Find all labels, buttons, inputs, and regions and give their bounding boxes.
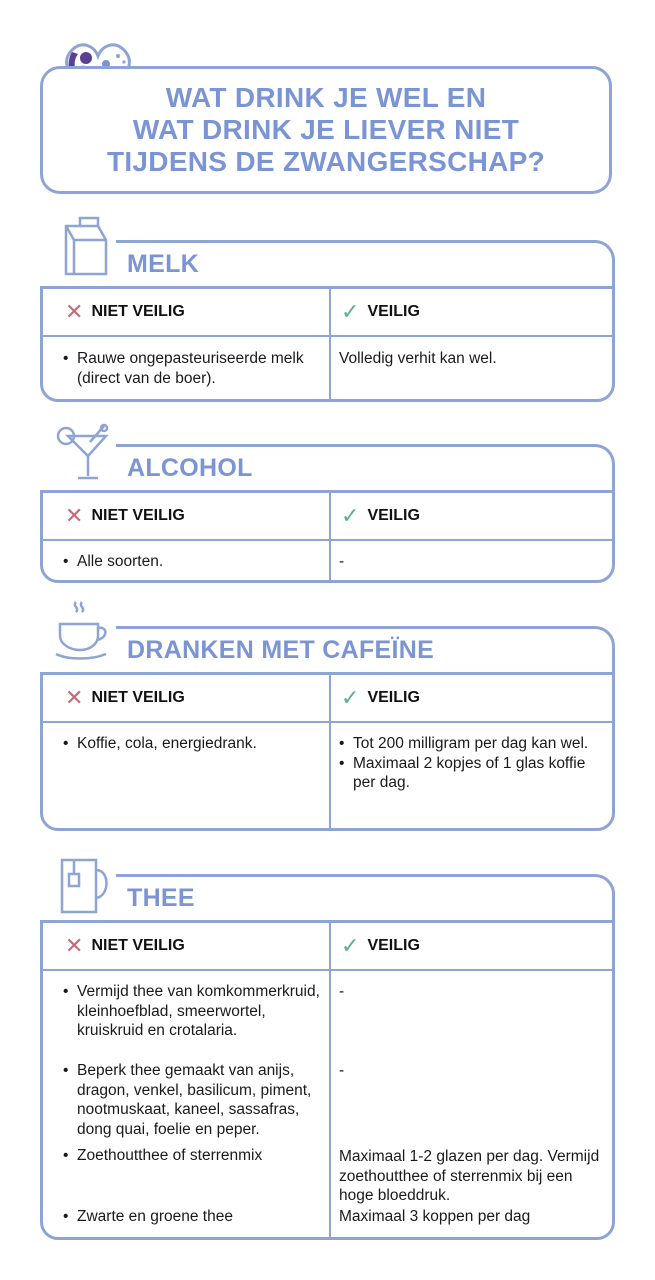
section-alcohol <box>40 444 615 584</box>
divider <box>329 675 331 828</box>
table <box>40 490 615 583</box>
divider <box>43 969 612 971</box>
divider <box>329 923 331 1237</box>
cell-veilig: Maximaal 3 koppen per dag <box>339 1208 531 1225</box>
header-niet-veilig <box>65 493 185 539</box>
cross-icon: ✕ <box>65 503 84 528</box>
list-item <box>63 1207 325 1227</box>
check-icon: ✓ <box>341 299 360 324</box>
header-niet-veilig <box>65 923 185 969</box>
cell-veilig <box>339 734 589 793</box>
section-title: MELK <box>127 250 200 278</box>
coffee-cup-icon <box>54 600 110 660</box>
title-line-3: TIJDENS DE ZWANGERSCHAP? <box>106 146 546 177</box>
list-item-text: • Zoethoutthee of sterrenmix <box>63 1146 325 1166</box>
section-thee <box>40 874 615 1240</box>
header-veilig <box>341 923 420 969</box>
cell-veilig: - <box>339 553 345 570</box>
list-item-text: • Vermijd thee van komkommerkruid, kleinhoefblad, smeerwortel, kruiskruid en crotalaria. <box>63 982 325 1041</box>
list-item <box>63 1146 325 1166</box>
list-item <box>63 982 325 1041</box>
cell-niet-veilig <box>63 349 313 388</box>
cell-veilig: - <box>339 1062 345 1079</box>
list-item: • Maximaal 2 kopjes of 1 glas koffie per dag. <box>339 754 589 793</box>
header-label: VEILIG <box>367 689 420 706</box>
section-cafeine <box>40 626 615 831</box>
divider <box>329 493 331 580</box>
check-icon: ✓ <box>341 685 360 710</box>
cell-niet-veilig <box>63 734 313 754</box>
section-melk <box>40 240 615 402</box>
header-label: NIET VEILIG <box>91 937 185 954</box>
title-line-1: WAT DRINK JE WEL EN <box>165 82 487 113</box>
cross-icon: ✕ <box>65 685 84 710</box>
header-label: NIET VEILIG <box>91 507 185 524</box>
divider <box>43 721 612 723</box>
header-label: VEILIG <box>367 507 420 524</box>
divider <box>43 335 612 337</box>
divider <box>43 539 612 541</box>
list-item-text: • Zwarte en groene thee <box>63 1207 325 1227</box>
divider <box>329 289 331 399</box>
list-item: • Koffie, cola, energiedrank. <box>63 734 313 754</box>
cell-veilig: - <box>339 983 345 1000</box>
header-label: NIET VEILIG <box>91 303 185 320</box>
check-icon: ✓ <box>341 503 360 528</box>
cell-niet-veilig <box>63 552 313 572</box>
milk-carton-icon <box>54 216 110 276</box>
list-item: • Tot 200 milligram per dag kan wel. <box>339 734 589 754</box>
table <box>40 286 615 402</box>
section-title: THEE <box>127 884 195 912</box>
header-veilig <box>341 675 420 721</box>
list-item-text: • Beperk thee gemaakt van anijs, dragon, venkel, basilicum, piment, nootmuskaat, kaneel, sassafras, dong quai, foelie en peper. <box>63 1061 325 1139</box>
header-label: NIET VEILIG <box>91 689 185 706</box>
cross-icon: ✕ <box>65 299 84 324</box>
header-niet-veilig <box>65 675 185 721</box>
table <box>40 920 615 1240</box>
section-title: ALCOHOL <box>127 454 253 482</box>
check-icon: ✓ <box>341 933 360 958</box>
section-title: DRANKEN MET CAFEÏNE <box>127 636 435 664</box>
cross-icon: ✕ <box>65 933 84 958</box>
list-item: • Alle soorten. <box>63 552 313 572</box>
tea-mug-icon <box>54 856 110 916</box>
cocktail-glass-icon <box>54 422 110 482</box>
header-label: VEILIG <box>367 937 420 954</box>
list-item: • Rauwe ongepasteuriseerde melk (direct van de boer). <box>63 349 313 388</box>
cell-veilig: Maximaal 1-2 glazen per dag. Vermijd zoethoutthee of sterrenmix bij een hoge bloeddruk. <box>339 1148 600 1204</box>
header-veilig <box>341 289 420 335</box>
title-line-2: WAT DRINK JE LIEVER NIET <box>132 114 520 145</box>
header-label: VEILIG <box>367 303 420 320</box>
header-niet-veilig <box>65 289 185 335</box>
page-title <box>40 82 612 178</box>
cell-veilig: Volledig verhit kan wel. <box>339 350 497 367</box>
table <box>40 672 615 831</box>
header-veilig <box>341 493 420 539</box>
list-item <box>63 1061 325 1139</box>
